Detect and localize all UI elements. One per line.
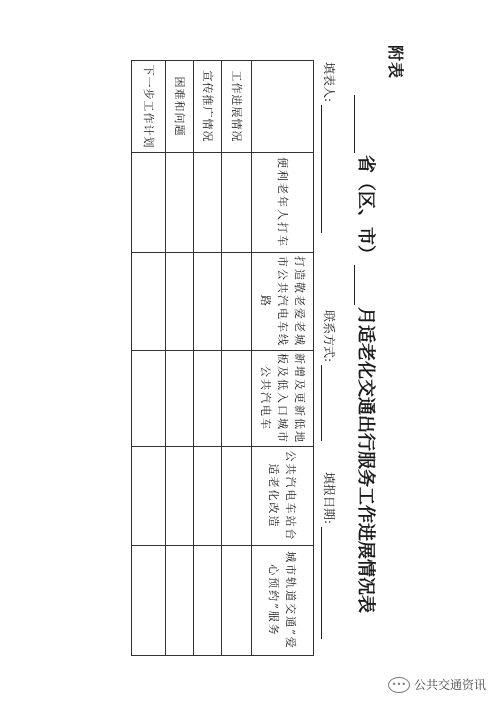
table-cell[interactable]	[132, 253, 166, 351]
table-row	[132, 61, 166, 656]
table-cell[interactable]	[194, 153, 222, 253]
contact-field	[321, 310, 338, 441]
row-label: 工作进展情况	[222, 61, 252, 153]
form-info-row	[316, 62, 338, 652]
column-header: 便利老年人打车	[252, 153, 314, 253]
table-row	[194, 61, 222, 656]
speech-bubble-icon: •••	[388, 677, 410, 693]
column-header: 打造敬老爱老城市公共汽电车线路	[252, 253, 314, 351]
table-row	[222, 61, 252, 656]
header-row	[252, 61, 314, 656]
date-input-line[interactable]	[321, 527, 336, 639]
table-cell[interactable]	[132, 351, 166, 447]
table-cell[interactable]	[166, 153, 194, 253]
table-cell[interactable]	[222, 447, 252, 546]
table-cell[interactable]	[166, 253, 194, 351]
table-cell[interactable]	[194, 253, 222, 351]
filler-field	[321, 62, 338, 233]
column-header: 城市轨道交通“爱心预约”服务	[252, 546, 314, 656]
column-header: 公共汽电车站台适老化改造	[252, 447, 314, 546]
progress-table	[131, 60, 314, 656]
table-cell[interactable]	[166, 351, 194, 447]
table-cell[interactable]	[222, 546, 252, 656]
table-cell[interactable]	[166, 447, 194, 546]
table-cell[interactable]	[222, 153, 252, 253]
table-cell[interactable]	[194, 546, 222, 656]
filler-label: 填表人:	[322, 62, 336, 103]
corner-cell	[252, 61, 314, 153]
column-header: 新增及更新低地板及低入口城市公共汽电车	[252, 351, 314, 447]
table-cell[interactable]	[194, 447, 222, 546]
province-blank[interactable]	[354, 95, 377, 153]
table-cell[interactable]	[132, 153, 166, 253]
report-title	[354, 95, 384, 615]
table-cell[interactable]	[222, 253, 252, 351]
table-cell[interactable]	[222, 351, 252, 447]
date-field	[321, 472, 338, 639]
row-label: 下一步工作计划	[132, 61, 166, 153]
title-province-suffix: 省（区、市）	[355, 155, 376, 263]
annex-label: 附表	[386, 45, 405, 80]
row-label: 困难和问题	[166, 61, 194, 153]
contact-input-line[interactable]	[321, 365, 336, 441]
table-cell[interactable]	[166, 546, 194, 656]
month-blank[interactable]	[354, 265, 377, 305]
table-cell[interactable]	[132, 546, 166, 656]
table-row	[166, 61, 194, 656]
filler-input-line[interactable]	[321, 105, 336, 233]
table-cell[interactable]	[194, 351, 222, 447]
table-cell[interactable]	[132, 447, 166, 546]
watermark	[388, 676, 486, 693]
watermark-text: 公共交通资讯	[413, 678, 486, 692]
contact-label: 联系方式:	[322, 310, 336, 363]
title-month-suffix: 月适老化交通出行服务工作进展情况表	[355, 307, 376, 613]
row-label: 宣传推广情况	[194, 61, 222, 153]
date-label: 填报日期:	[322, 472, 336, 525]
